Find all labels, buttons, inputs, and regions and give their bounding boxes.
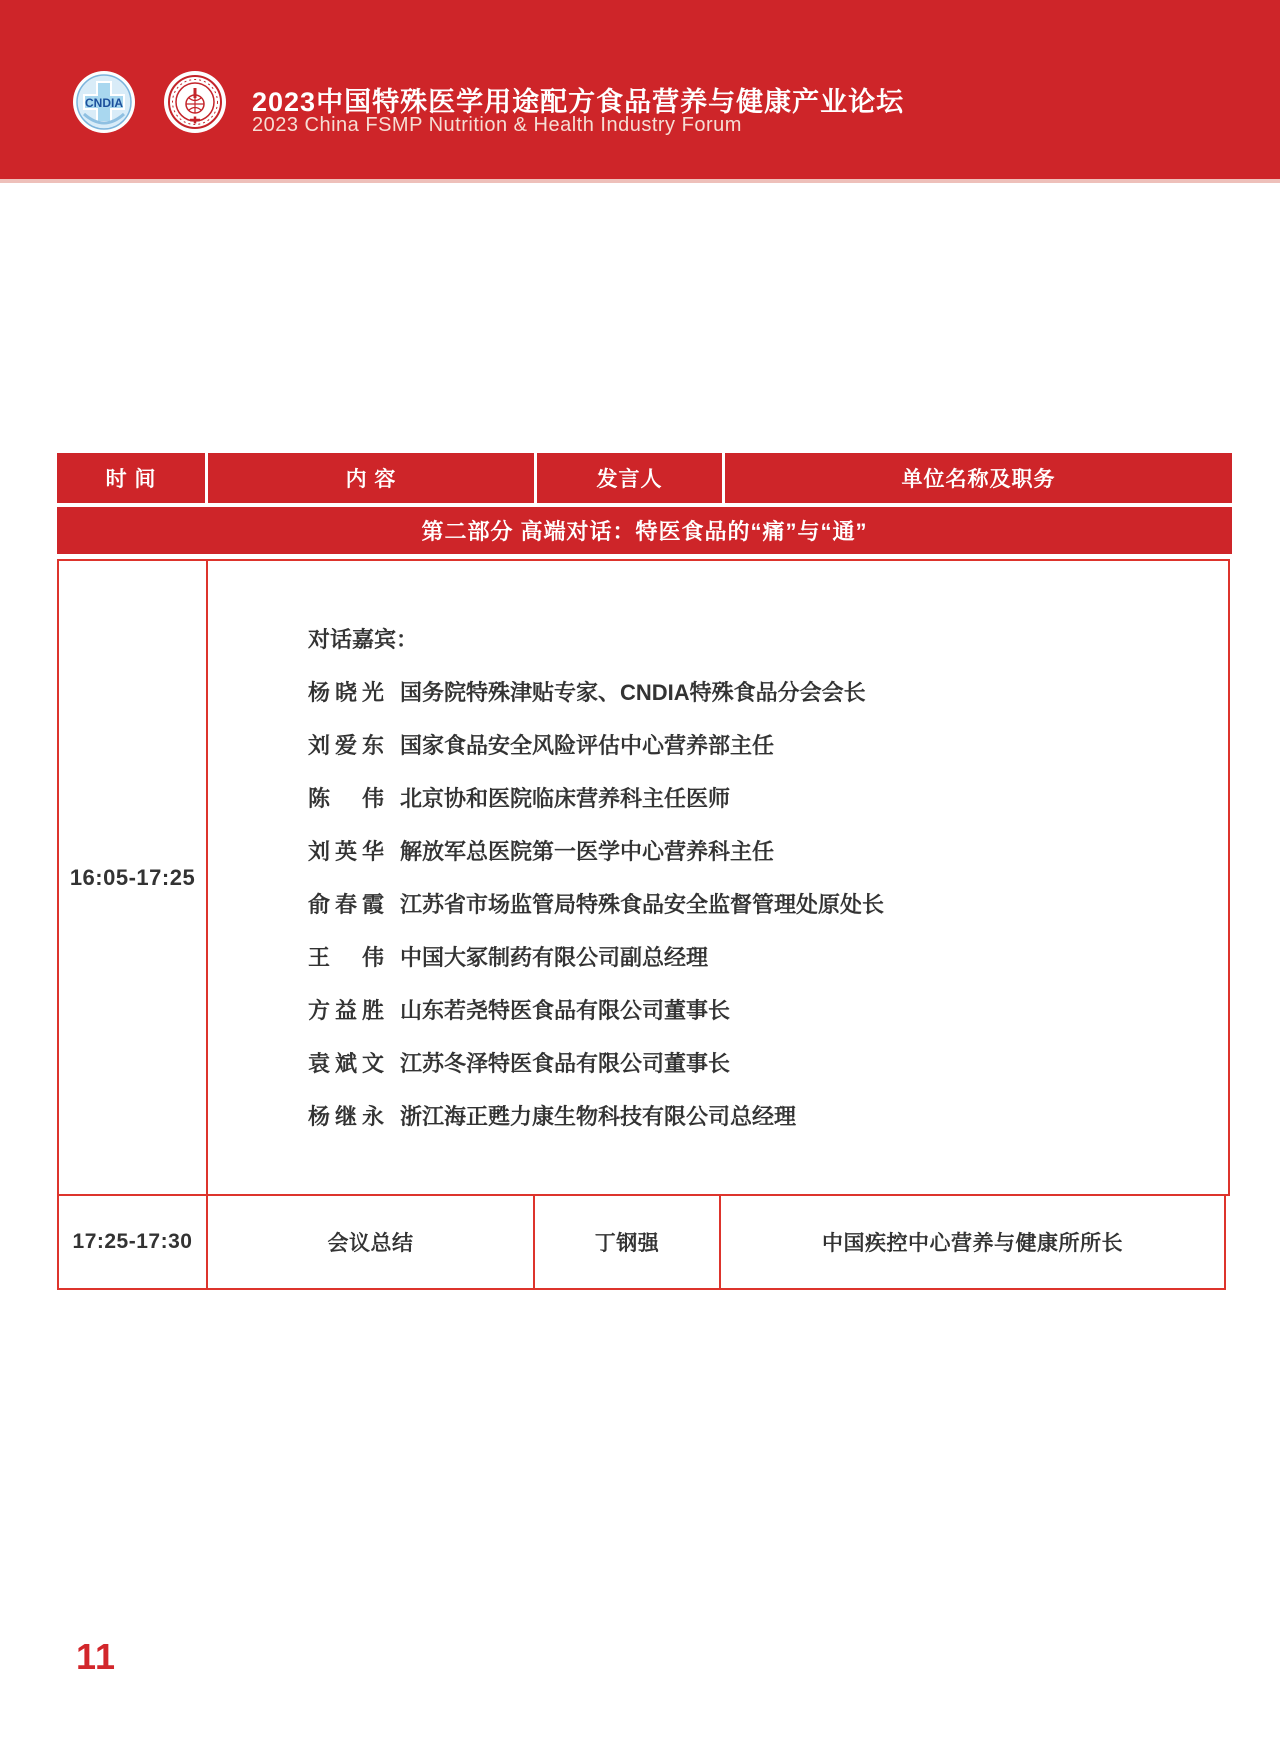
guest-name: 俞春霞 [308, 891, 384, 917]
column-header-content: 内 容 [208, 453, 537, 503]
guest-row [308, 1037, 1228, 1090]
forum-title: 2023中国特殊医学用途配方食品营养与健康产业论坛 [252, 87, 905, 117]
cndia-logo-text: CNDIA [85, 96, 123, 110]
guest-name: 刘英华 [308, 838, 384, 864]
cndia-logo-icon [72, 70, 136, 134]
guest-title: 解放军总医院第一医学中心营养科主任 [400, 838, 775, 864]
guest-name: 方益胜 [308, 997, 384, 1023]
guest-row [308, 1090, 1228, 1143]
summary-time: 17:25-17:30 [57, 1194, 208, 1290]
guest-row [308, 984, 1228, 1037]
dialog-session-row [57, 559, 1232, 1196]
guest-row [308, 719, 1228, 772]
column-header-org: 单位名称及职务 [725, 453, 1232, 503]
guest-row [308, 931, 1228, 984]
table-header-row [57, 453, 1232, 503]
guest-title: 山东若尧特医食品有限公司董事长 [400, 997, 731, 1023]
guest-name: 王 伟 [308, 944, 384, 970]
section-header: 第二部分 高端对话：特医食品的“痛”与“通” [57, 507, 1232, 554]
guest-name: 杨晓光 [308, 679, 384, 705]
guest-name: 袁斌文 [308, 1050, 384, 1076]
dialog-time: 16:05-17:25 [57, 559, 208, 1196]
guest-row [308, 878, 1228, 931]
page-number: 11 [76, 1636, 117, 1677]
summary-speaker: 丁钢强 [533, 1194, 721, 1290]
guest-title: 江苏省市场监管局特殊食品安全监督管理处原处长 [400, 891, 885, 917]
guest-name: 陈 伟 [308, 785, 384, 811]
column-header-speaker: 发言人 [537, 453, 725, 503]
guest-list-label: 对话嘉宾： [308, 626, 419, 652]
guest-name: 刘爱东 [308, 732, 384, 758]
forum-subtitle-en: 2023 China FSMP Nutrition & Health Industry Forum [252, 114, 742, 136]
column-header-time: 时 间 [57, 453, 208, 503]
guest-title: 北京协和医院临床营养科主任医师 [400, 785, 731, 811]
association-seal-icon [163, 70, 227, 134]
summary-row [57, 1194, 1232, 1290]
guest-row [308, 772, 1228, 825]
guest-row [308, 825, 1228, 878]
guest-title: 国家食品安全风险评估中心营养部主任 [400, 732, 775, 758]
dialog-guest-list [206, 559, 1230, 1196]
guest-title: 中国大冢制药有限公司副总经理 [400, 944, 709, 970]
guest-name: 杨继永 [308, 1103, 384, 1129]
guest-row [308, 666, 1228, 719]
summary-org: 中国疾控中心营养与健康所所长 [719, 1194, 1226, 1290]
guest-title: 国务院特殊津贴专家、CNDIA特殊食品分会会长 [400, 679, 866, 705]
summary-content: 会议总结 [206, 1194, 535, 1290]
guest-title: 江苏冬泽特医食品有限公司董事长 [400, 1050, 731, 1076]
header-banner [0, 0, 1280, 183]
guest-title: 浙江海正甦力康生物科技有限公司总经理 [400, 1103, 797, 1129]
agenda-table [57, 453, 1232, 1290]
